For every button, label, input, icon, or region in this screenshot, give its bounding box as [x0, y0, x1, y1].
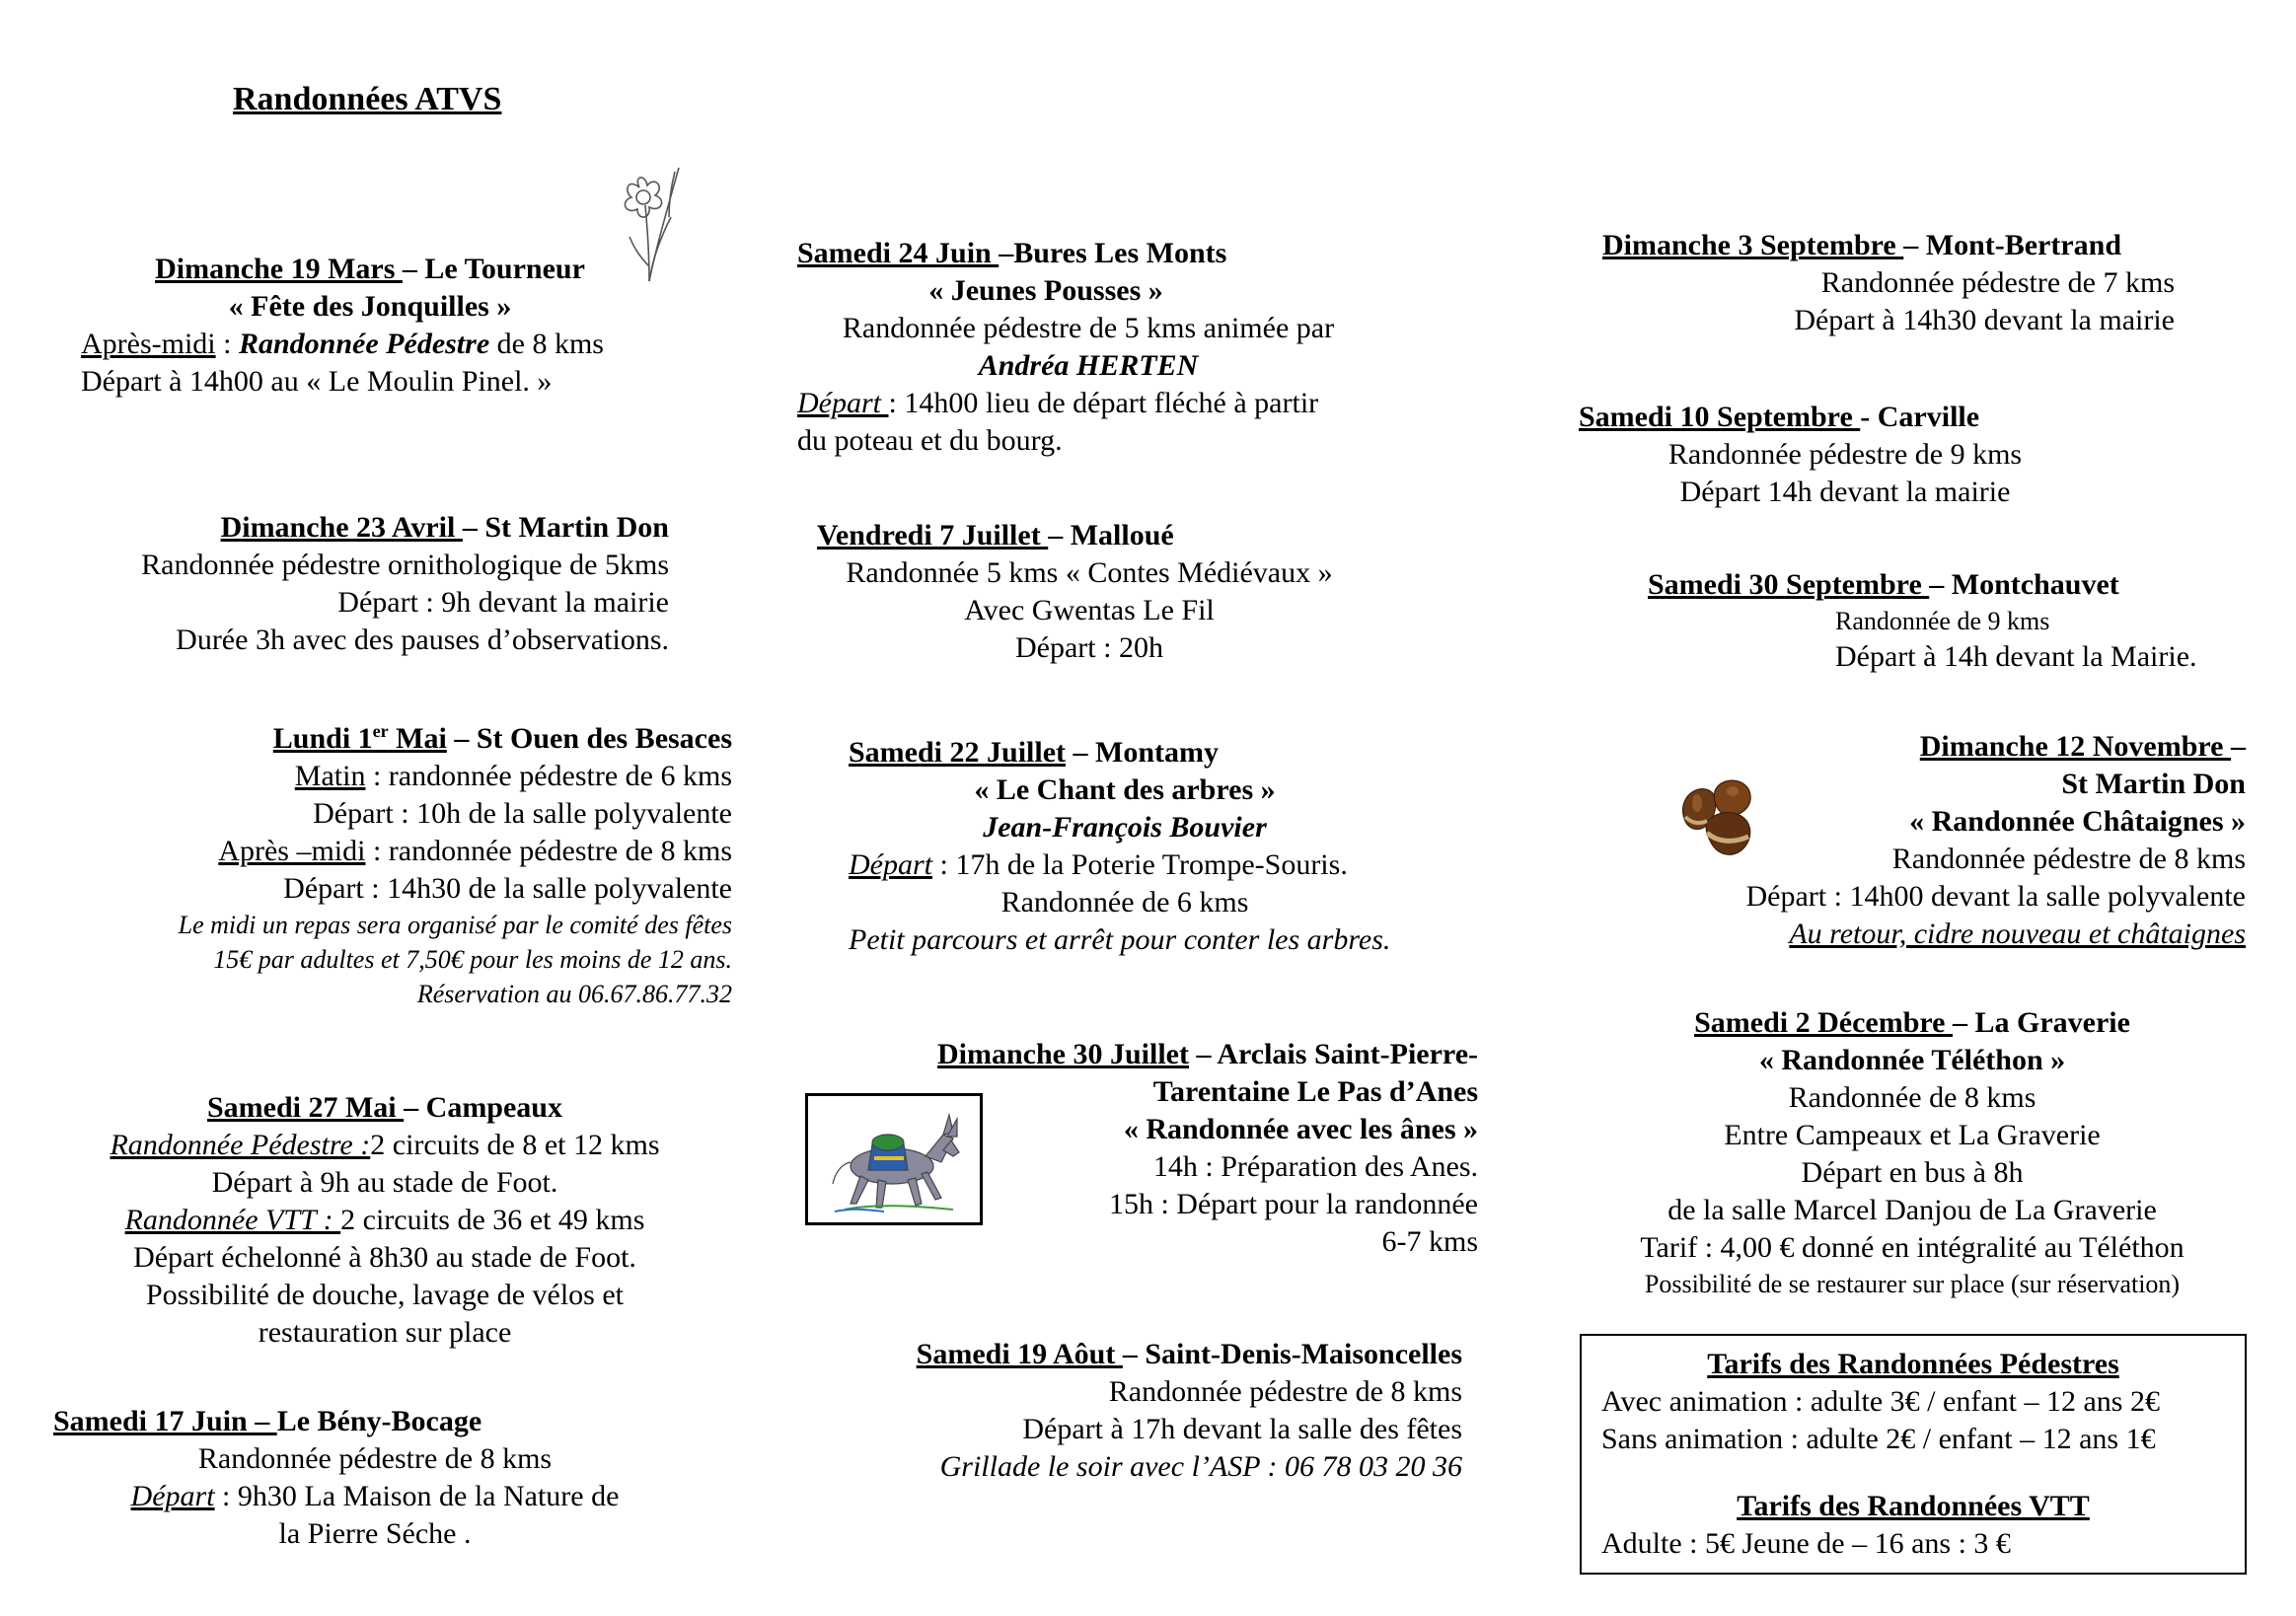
- event-place: – Malloué: [1048, 519, 1174, 551]
- event-departure: Départ : 14h00 devant la salle polyvalente: [1745, 880, 2246, 913]
- event-date: Dimanche 23 Avril: [220, 511, 463, 544]
- event-date: Samedi 24 Juin: [797, 237, 1000, 269]
- detail-text: : 9h30 La Maison de la Nature de: [214, 1480, 620, 1512]
- event-place: Le Bény-Bocage: [276, 1405, 482, 1437]
- event-place: – Arclais Saint-Pierre-: [1189, 1038, 1478, 1070]
- event-line: Randonnée pédestre de 8 kms: [1108, 1375, 1462, 1408]
- event-name: « Fête des Jonquilles »: [228, 290, 512, 323]
- event-date: Dimanche 30 Juillet: [937, 1038, 1189, 1070]
- event-departure: Départ 14h devant la mairie: [1679, 476, 2011, 508]
- event-line: Durée 3h avec des pauses d’observations.: [176, 624, 669, 656]
- event-date: Samedi 30 Septembre: [1648, 568, 1930, 601]
- tarifs-ped-line: Avec animation : adulte 3€ / enfant – 12 ans 2€: [1601, 1385, 2160, 1418]
- event-date: Dimanche 12 Novembre: [1919, 730, 2231, 763]
- event-place: – St Ouen des Besaces: [446, 722, 732, 755]
- event-1-mai: [69, 720, 732, 1011]
- event-line: du poteau et du bourg.: [797, 424, 1063, 457]
- event-line: Possibilité de douche, lavage de vélos et: [145, 1279, 625, 1311]
- event-departure: Départ échelonné à 8h30 au stade de Foot.: [133, 1241, 636, 1274]
- event-line: restauration sur place: [258, 1316, 512, 1349]
- event-guest: Andréa HERTEN: [978, 349, 1199, 382]
- event-10-septembre: [1579, 399, 2131, 511]
- event-19-aout: [849, 1336, 1462, 1486]
- event-name: « Le Chant des arbres »: [974, 773, 1276, 806]
- event-place: – Le Tourneur: [402, 253, 585, 285]
- event-line: 15h : Départ pour la randonnée: [1108, 1188, 1478, 1220]
- event-line: Entre Campeaux et La Graverie: [1724, 1119, 2101, 1151]
- event-departure: Départ : 9h devant la mairie: [337, 586, 669, 619]
- event-guest: Jean-François Bouvier: [983, 811, 1267, 844]
- event-note: Possibilité de se restaurer sur place (sur réservation): [1644, 1270, 2181, 1298]
- event-place: – Mont-Bertrand: [1903, 229, 2122, 261]
- detail-label: Après –midi: [218, 835, 366, 867]
- tarifs-vtt-line: Adulte : 5€ Jeune de – 16 ans : 3 €: [1601, 1527, 2011, 1560]
- detail-label: Randonnée Pédestre :: [110, 1129, 371, 1161]
- event-note: 15€ par adultes et 7,50€ pour les moins de 12 ans.: [213, 945, 732, 974]
- event-place: –: [2231, 730, 2246, 763]
- event-line: Randonnée pédestre de 8 kms: [1891, 843, 2246, 875]
- event-departure: Départ à 9h au stade de Foot.: [211, 1166, 558, 1199]
- detail-label: Départ: [130, 1480, 215, 1512]
- detail-text: 2 circuits de 36 et 49 kms: [340, 1204, 645, 1236]
- event-place: – La Graverie: [1952, 1006, 2130, 1039]
- event-departure: Départ : 10h de la salle polyvalente: [313, 797, 732, 830]
- event-line: 6-7 kms: [1381, 1225, 1478, 1258]
- event-departure: Départ : 14h30 de la salle polyvalente: [283, 872, 732, 905]
- event-departure: Départ à 14h devant la Mairie.: [1835, 640, 2197, 673]
- event-22-juillet: [849, 734, 1460, 959]
- event-line: Randonnée pédestre ornithologique de 5kms: [141, 549, 669, 581]
- detail-emph: Randonnée Pédestre: [238, 328, 490, 360]
- daffodil-icon: [610, 158, 691, 286]
- event-date: Samedi 19 Aôut: [916, 1338, 1123, 1370]
- event-name: « Randonnée Châtaignes »: [1909, 805, 2246, 838]
- event-date: Samedi 2 Décembre: [1694, 1006, 1953, 1039]
- detail-text: : randonnée pédestre de 8 kms: [365, 835, 732, 867]
- event-date: Samedi 27 Mai: [206, 1091, 405, 1124]
- event-line: Randonnée 5 kms « Contes Médiévaux »: [846, 556, 1333, 589]
- event-place: – Montamy: [1066, 736, 1219, 769]
- detail-label: Matin: [294, 760, 366, 792]
- tarifs-ped-line: Sans animation : adulte 2€ / enfant – 12 ans 1€: [1601, 1423, 2156, 1455]
- event-line: Randonnée pédestre de 9 kms: [1667, 438, 2023, 471]
- event-place: - Carville: [1860, 401, 1980, 433]
- event-place-cont: St Martin Don: [2061, 768, 2246, 800]
- event-line: Randonnée pédestre de 8 kms: [197, 1442, 553, 1475]
- event-line: 14h : Préparation des Anes.: [1152, 1150, 1478, 1183]
- event-date: Dimanche 19 Mars: [155, 253, 403, 285]
- event-12-novembre: [1677, 728, 2246, 953]
- event-date: Lundi 1: [272, 722, 373, 755]
- event-line: la Pierre Séche .: [278, 1517, 472, 1550]
- detail-text: : 17h de la Poterie Trompe-Souris.: [932, 848, 1348, 881]
- detail-label: Départ: [797, 387, 889, 419]
- event-departure: Départ en bus à 8h: [1801, 1156, 2024, 1189]
- event-name: « Randonnée avec les ânes »: [1123, 1113, 1478, 1145]
- event-17-juin-details: [99, 1440, 651, 1553]
- event-line: Tarif : 4,00 € donné en intégralité au Téléthon: [1640, 1231, 2185, 1264]
- event-2-decembre: [1579, 1004, 2246, 1301]
- event-line: Randonnée pédestre de 5 kms animée par: [842, 312, 1335, 344]
- event-departure: Départ à 14h30 devant la mairie: [1794, 304, 2175, 336]
- event-17-juin: [53, 1403, 481, 1440]
- event-name: « Randonnée Téléthon »: [1758, 1044, 2066, 1076]
- event-departure: Départ à 17h devant la salle des fêtes: [1022, 1413, 1462, 1445]
- event-19-mars: [128, 251, 612, 326]
- detail-text: de 8 kms: [489, 328, 604, 360]
- detail-text: : 14h00 lieu de départ fléché à partir: [888, 387, 1319, 419]
- page-title: Randonnées ATVS: [233, 81, 502, 117]
- event-30-juillet: [868, 1036, 1478, 1261]
- event-27-mai: [59, 1089, 710, 1352]
- detail-text: 2 circuits de 8 et 12 kms: [370, 1129, 660, 1161]
- event-date: Vendredi 7 Juillet: [817, 519, 1049, 551]
- event-23-avril: [79, 509, 669, 659]
- event-place-cont: Tarentaine Le Pas d’Anes: [1152, 1075, 1478, 1108]
- tarifs-vtt-title: Tarifs des Randonnées VTT: [1737, 1490, 2090, 1522]
- event-line: Randonnée de 9 kms: [1835, 607, 2050, 635]
- event-place: – Saint-Denis-Maisoncelles: [1122, 1338, 1462, 1370]
- event-departure: Départ à 14h00 au « Le Moulin Pinel. »: [81, 365, 553, 398]
- event-7-juillet: [817, 517, 1409, 667]
- event-date: Dimanche 3 Septembre: [1602, 229, 1904, 261]
- event-date-sup: er: [372, 721, 389, 741]
- event-name: « Jeunes Pousses »: [928, 274, 1163, 307]
- event-line: Randonnée de 6 kms: [1000, 886, 1249, 918]
- event-line: Avec Gwentas Le Fil: [964, 594, 1215, 626]
- event-date: Samedi 10 Septembre: [1579, 401, 1861, 433]
- event-place: – St Martin Don: [462, 511, 669, 544]
- detail-label: Après-midi: [81, 328, 216, 360]
- event-note: Réservation au 06.67.86.77.32: [416, 980, 732, 1008]
- event-line: Randonnée de 8 kms: [1788, 1081, 2037, 1114]
- tarifs-box: [1580, 1334, 2247, 1575]
- event-line: Randonnée pédestre de 7 kms: [1820, 266, 2175, 299]
- event-note: Le midi un repas sera organisé par le comité des fêtes: [178, 911, 732, 939]
- event-place: – Campeaux: [404, 1091, 562, 1124]
- event-30-septembre: [1648, 566, 2240, 676]
- event-departure: Départ : 20h: [1015, 631, 1163, 664]
- event-24-juin: [797, 235, 1389, 460]
- event-date-month: Mai: [388, 722, 447, 755]
- event-note: Petit parcours et arrêt pour conter les arbres.: [849, 923, 1391, 956]
- detail-sep: :: [215, 328, 239, 360]
- event-date: Samedi 22 Juillet: [849, 736, 1067, 769]
- event-date: Samedi 17 Juin –: [53, 1405, 277, 1437]
- detail-text: : randonnée pédestre de 6 kms: [365, 760, 732, 792]
- detail-label: Départ: [849, 848, 932, 881]
- tarifs-ped-title: Tarifs des Randonnées Pédestres: [1707, 1348, 2119, 1380]
- event-place: –Bures Les Monts: [999, 237, 1227, 269]
- event-line: de la salle Marcel Danjou de La Graverie: [1667, 1194, 2157, 1226]
- event-note: Au retour, cidre nouveau et châtaignes: [1789, 918, 2246, 950]
- event-3-septembre: [1602, 227, 2175, 339]
- event-place: – Montchauvet: [1929, 568, 2119, 601]
- event-19-mars-details: [81, 326, 604, 401]
- detail-label: Randonnée VTT :: [124, 1204, 341, 1236]
- event-note: Grillade le soir avec l’ASP : 06 78 03 20 36: [939, 1450, 1462, 1483]
